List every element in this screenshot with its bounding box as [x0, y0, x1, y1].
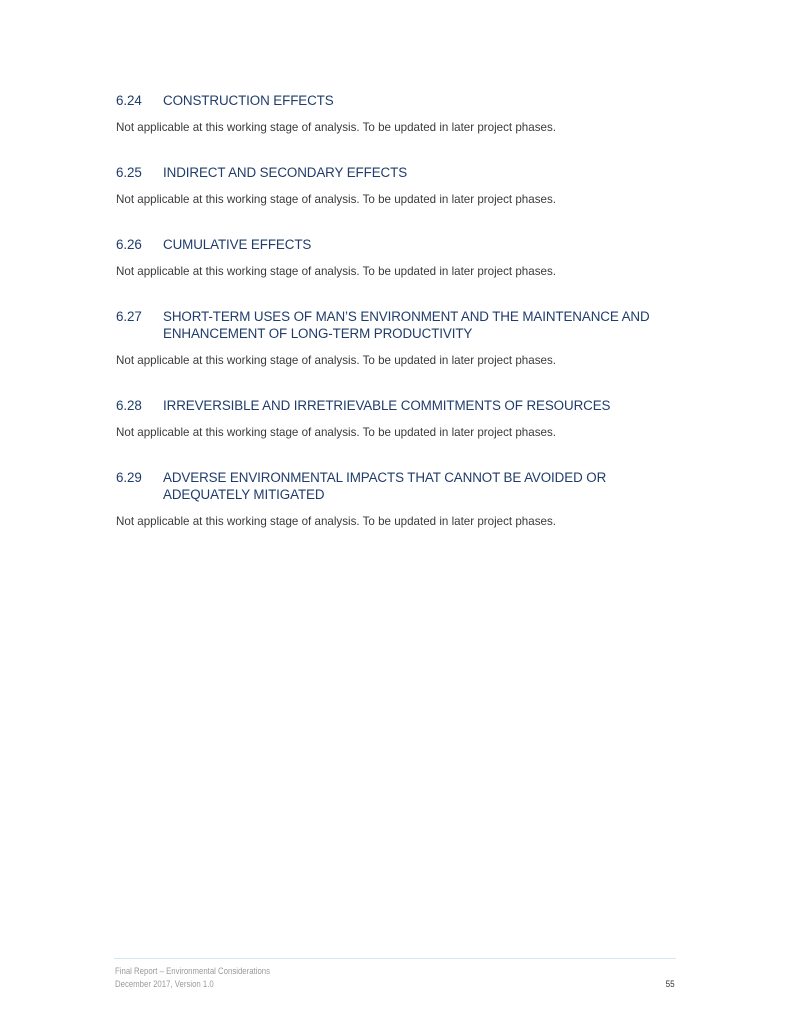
section-title: INDIRECT AND SECONDARY EFFECTS [163, 165, 408, 180]
section-number: 6.26 [116, 237, 142, 252]
footer-info [115, 965, 270, 991]
section-6-29 [116, 469, 676, 530]
footer-date-version: December 2017, Version 1.0 [115, 979, 214, 990]
section-number: 6.28 [116, 398, 142, 413]
section-title: ADVERSE ENVIRONMENTAL IMPACTS THAT CANNOT BE AVOIDED OR ADEQUATELY MITIGATED [163, 470, 607, 502]
section-heading [116, 469, 676, 503]
section-heading [116, 397, 676, 414]
section-title: CONSTRUCTION EFFECTS [163, 93, 334, 108]
section-body: Not applicable at this working stage of analysis. To be updated in later project phases. [116, 354, 556, 367]
section-number: 6.24 [116, 93, 142, 108]
section-6-27 [116, 308, 676, 369]
section-heading [116, 92, 676, 109]
section-title: CUMULATIVE EFFECTS [163, 237, 312, 252]
section-6-26 [116, 236, 676, 280]
footer-divider [114, 958, 676, 959]
section-body: Not applicable at this working stage of analysis. To be updated in later project phases. [116, 193, 556, 206]
section-heading [116, 308, 676, 342]
footer-report-title: Final Report – Environmental Considerations [115, 966, 271, 977]
section-title: IRREVERSIBLE AND IRRETRIEVABLE COMMITMENTS OF RESOURCES [163, 398, 611, 413]
page-number: 55 [666, 979, 675, 990]
section-6-24 [116, 92, 676, 136]
document-content [116, 92, 676, 558]
section-6-28 [116, 397, 676, 441]
section-title: SHORT-TERM USES OF MAN’S ENVIRONMENT AND THE MAINTENANCE AND ENHANCEMENT OF LONG-TERM PRODUCTIVITY [163, 309, 650, 341]
section-body: Not applicable at this working stage of analysis. To be updated in later project phases. [116, 515, 556, 528]
section-body: Not applicable at this working stage of analysis. To be updated in later project phases. [116, 426, 556, 439]
section-number: 6.29 [116, 470, 142, 485]
section-body: Not applicable at this working stage of analysis. To be updated in later project phases. [116, 121, 556, 134]
section-6-25 [116, 164, 676, 208]
section-body: Not applicable at this working stage of analysis. To be updated in later project phases. [116, 265, 556, 278]
section-heading [116, 236, 676, 253]
section-heading [116, 164, 676, 181]
section-number: 6.25 [116, 165, 142, 180]
section-number: 6.27 [116, 309, 142, 324]
